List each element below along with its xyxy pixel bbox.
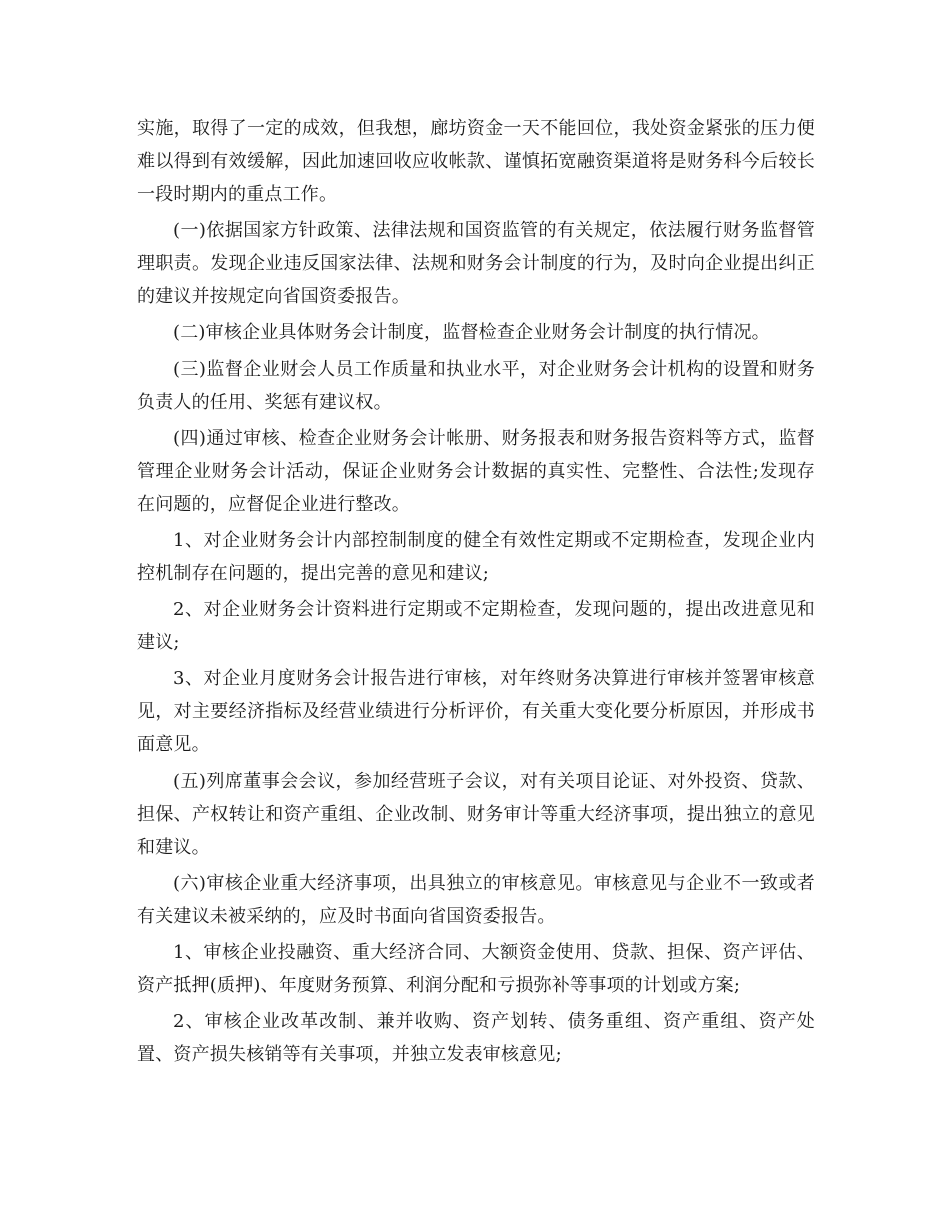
- paragraph-item-1: (一)依据国家方针政策、法律法规和国资监管的有关规定，依法履行财务监督管理职责。发现企业违反国家法律、法规和财务会计制度的行为，及时向企业提出纠正的建议并按规定向省国资委报告。: [137, 220, 815, 308]
- paragraph-item-3: (三)监督企业财会人员工作质量和执业水平，对企业财务会计机构的设置和财务负责人的任用、奖惩有建议权。: [137, 358, 815, 413]
- paragraph-subitem-6-1: 1、审核企业投融资、重大经济合同、大额资金使用、贷款、担保、资产评估、资产抵押(质押)、年度财务预算、利润分配和亏损弥补等事项的计划或方案;: [137, 941, 815, 996]
- paragraph-item-4: (四)通过审核、检查企业财务会计帐册、财务报表和财务报告资料等方式，监督管理企业财务会计活动，保证企业财务会计数据的真实性、完整性、合法性;发现存在问题的，应督促企业进行整改。: [137, 427, 815, 515]
- paragraph-subitem-4-1: 1、对企业财务会计内部控制制度的健全有效性定期或不定期检查，发现企业内控机制存在问题的，提出完善的意见和建议;: [137, 529, 815, 584]
- paragraph-continuation: 实施，取得了一定的成效，但我想，廊坊资金一天不能回位，我处资金紧张的压力便难以得到有效缓解，因此加速回收应收帐款、谨慎拓宽融资渠道将是财务科今后较长一段时期内的重点工作。: [137, 118, 815, 205]
- paragraph-item-6: (六)审核企业重大经济事项，出具独立的审核意见。审核意见与企业不一致或者有关建议未被采纳的，应及时书面向省国资委报告。: [137, 872, 815, 927]
- paragraph-subitem-4-2: 2、对企业财务会计资料进行定期或不定期检查，发现问题的，提出改进意见和建议;: [137, 599, 815, 654]
- paragraph-subitem-6-2: 2、审核企业改革改制、兼并收购、资产划转、债务重组、资产重组、资产处置、资产损失核销等有关事项，并独立发表审核意见;: [137, 1011, 815, 1066]
- paragraph-subitem-4-3: 3、对企业月度财务会计报告进行审核，对年终财务决算进行审核并签署审核意见，对主要经济指标及经营业绩进行分析评价，有关重大变化要分析原因，并形成书面意见。: [137, 668, 815, 756]
- paragraph-item-2: (二)审核企业具体财务会计制度，监督检查企业财务会计制度的执行情况。: [173, 322, 770, 344]
- paragraph-item-5: (五)列席董事会会议，参加经营班子会议，对有关项目论证、对外投资、贷款、担保、产权转让和资产重组、企业改制、财务审计等重大经济事项，提出独立的意见和建议。: [137, 770, 815, 858]
- document-body: [137, 112, 815, 1074]
